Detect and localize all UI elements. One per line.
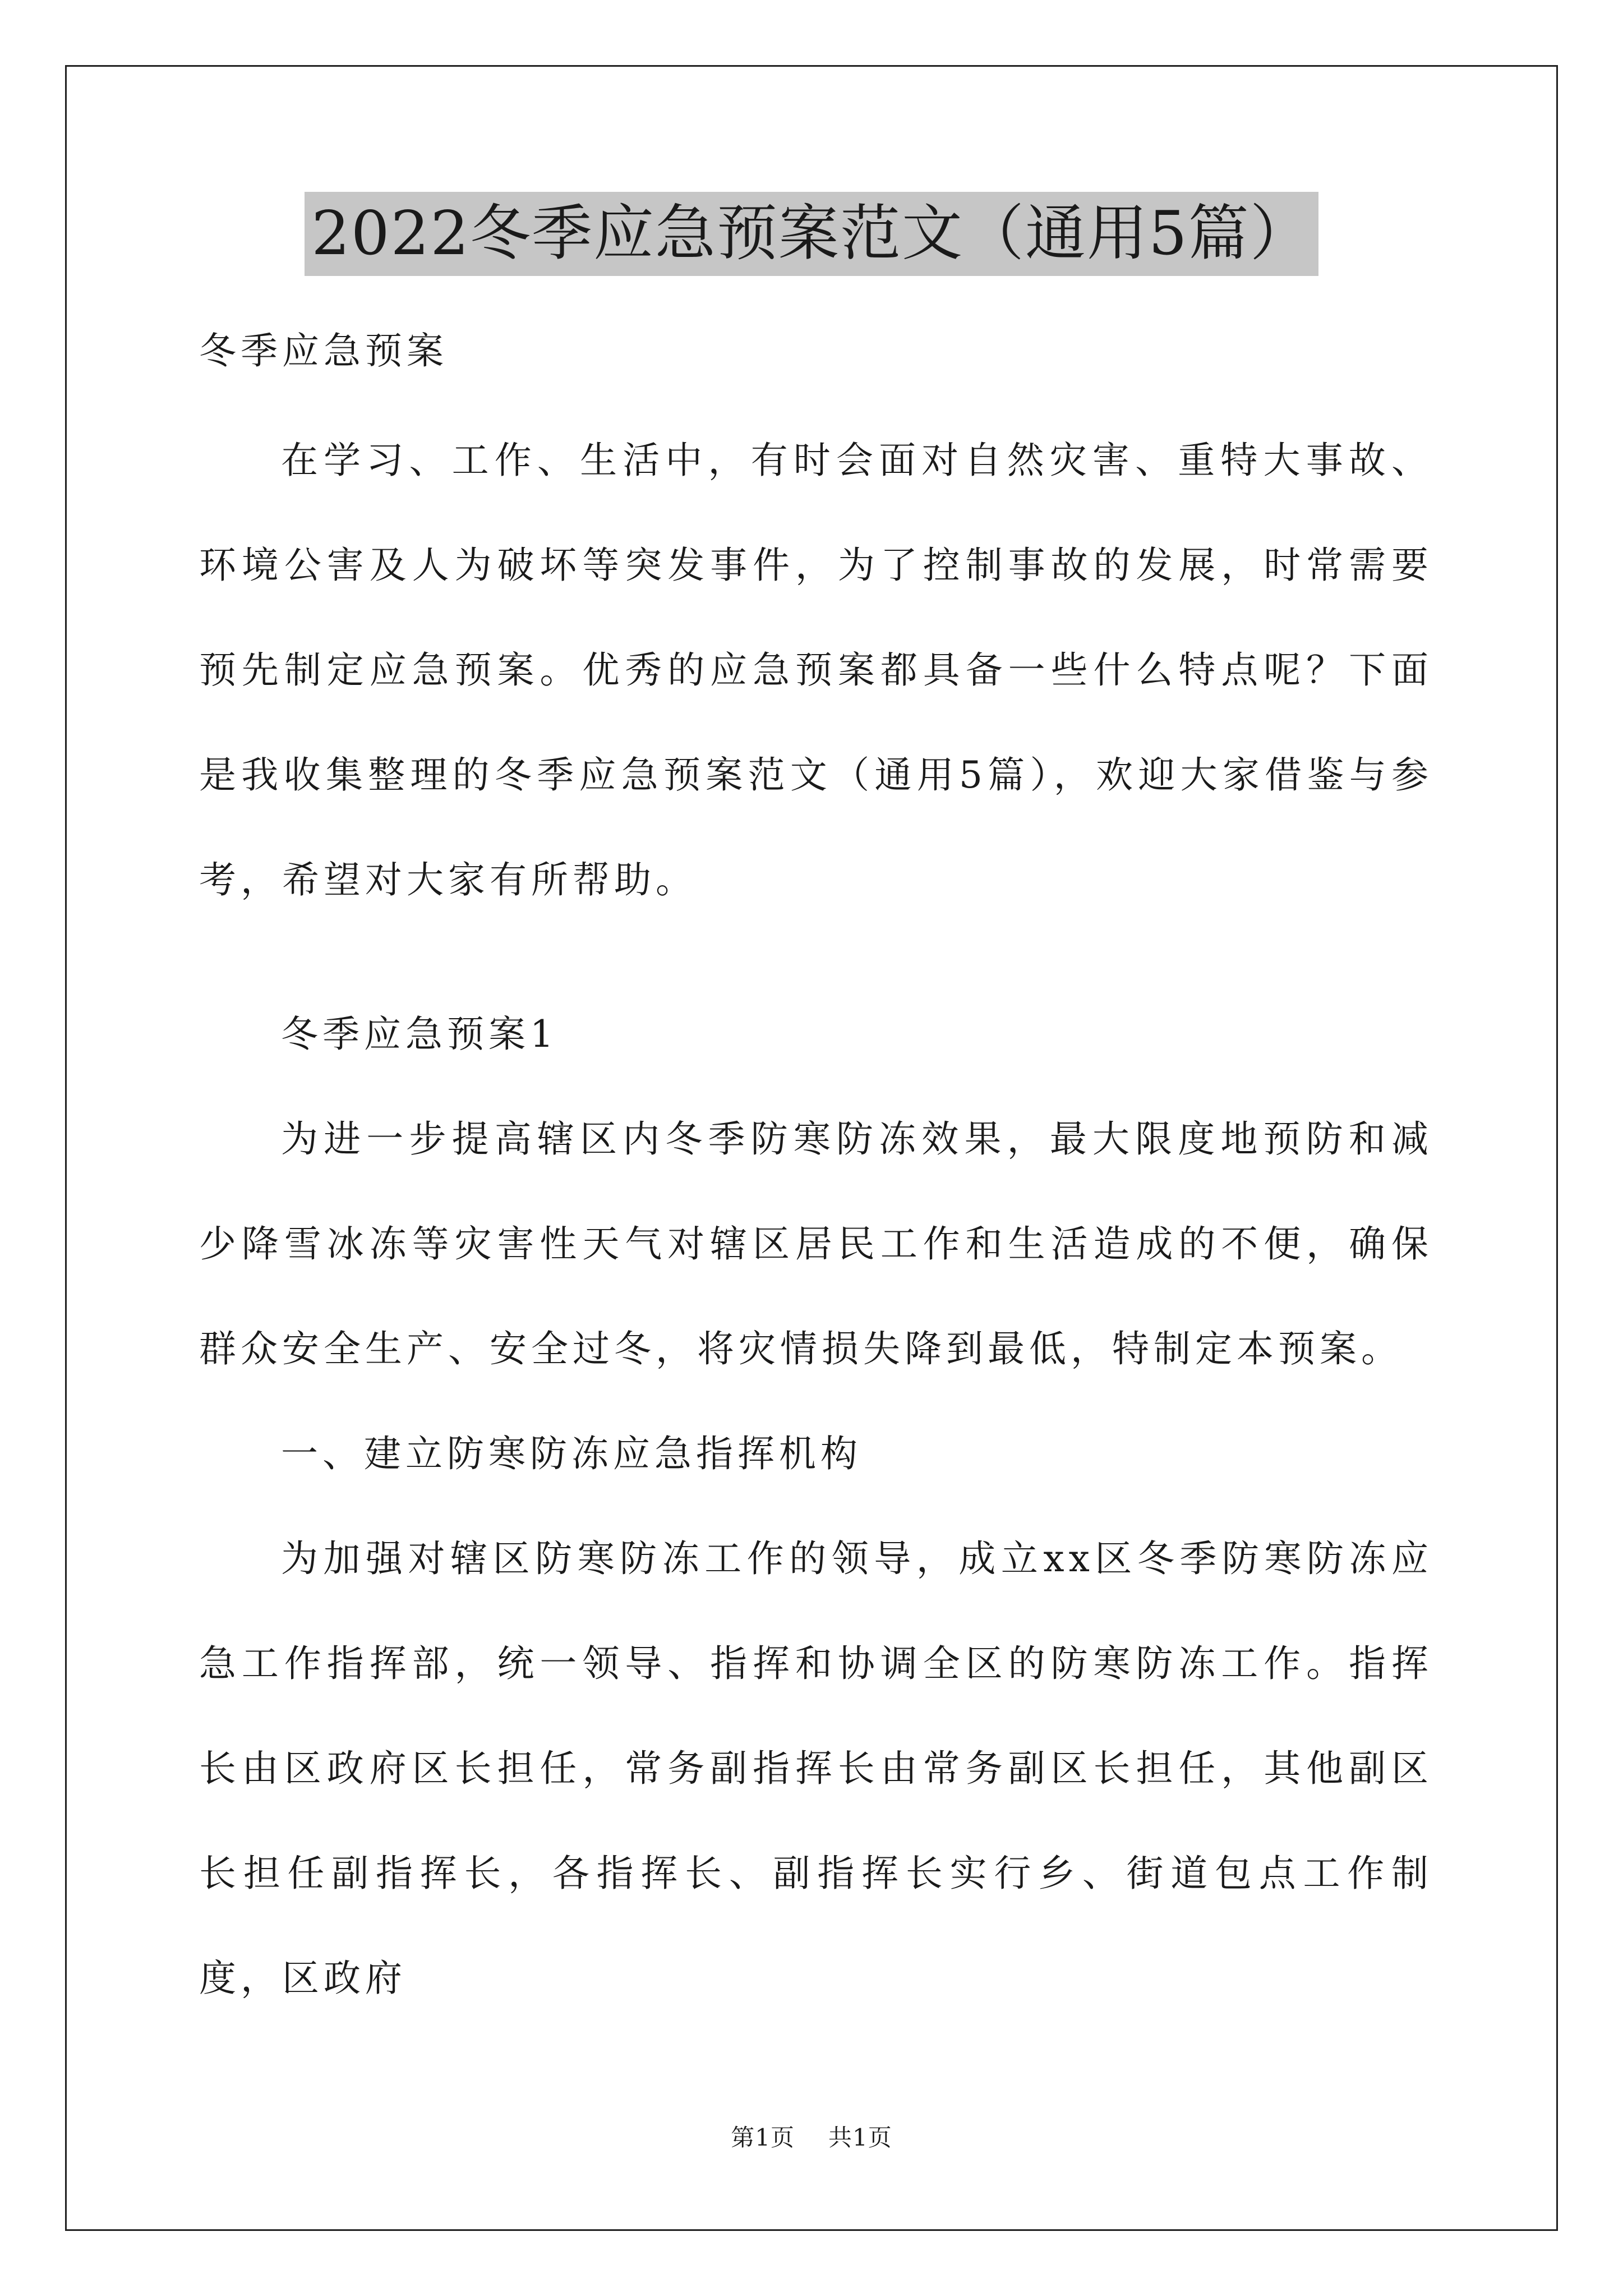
section-label: 冬季应急预案 xyxy=(199,329,448,372)
body-paragraph-2: 为加强对辖区防寒防冻工作的领导，成立xx区冬季防寒防冻应急工作指挥部，统一领导、指挥和协调全区的防寒防冻工作。指挥长由区政府区长担任，常务副指挥长由常务副区长担任，其他副区长担任副指挥长，各指挥长、副指挥长实行乡、街道包点工作制度，区政府 xyxy=(199,1537,1433,2000)
body-paragraph-1: 为进一步提高辖区内冬季防寒防冻效果，最大限度地预防和减少降雪冰冻等灾害性天气对辖区居民工作和生活造成的不便，确保群众安全生产、安全过冬，将灾情损失降到最低，特制定本预案。 xyxy=(199,1117,1433,1370)
document-body xyxy=(199,325,1433,2058)
page-footer xyxy=(0,2119,1623,2153)
intro-paragraph: 在学习、工作、生活中，有时会面对自然灾害、重特大事故、环境公害及人为破坏等突发事件，为了控制事故的发展，时常需要预先制定应急预案。优秀的应急预案都具备一些什么特点呢？下面是我收集整理的冬季应急预案范文（通用5篇），欢迎大家借鉴与参考，希望对大家有所帮助。 xyxy=(199,439,1433,901)
document-title: 2022冬季应急预案范文（通用5篇） xyxy=(305,192,1318,276)
page-number-total: 共1页 xyxy=(828,2124,892,2151)
subsection-heading-1: 一、建立防寒防冻应急指挥机构 xyxy=(281,1432,862,1475)
section-heading-1: 冬季应急预案1 xyxy=(281,1013,558,1056)
page-number-current: 第1页 xyxy=(731,2124,795,2151)
title-container xyxy=(0,192,1623,276)
